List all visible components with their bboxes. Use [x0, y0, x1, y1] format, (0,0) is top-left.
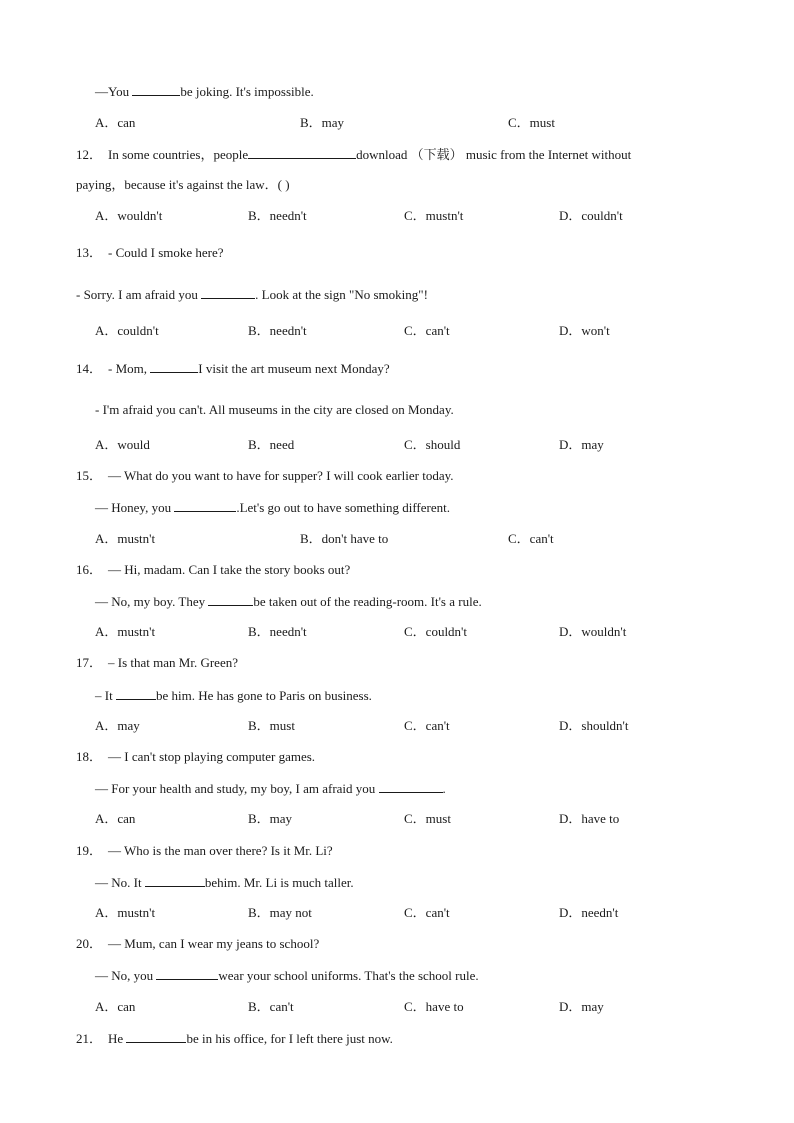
q16-stem-line1: 16． — Hi, madam. Can I take the story books out?	[76, 562, 351, 577]
q17-stem-line1: 17． – Is that man Mr. Green?	[76, 655, 238, 670]
option-c: C．can't	[404, 323, 450, 338]
q15-stem-line1: 15． — What do you want to have for supper? I will cook earlier today.	[76, 468, 454, 483]
option-c: C．have to	[404, 999, 464, 1014]
option-b: B．may not	[248, 905, 312, 920]
option-a: A．couldn't	[95, 323, 159, 338]
option-d: D．may	[559, 999, 604, 1014]
option-b: B．may	[248, 811, 293, 826]
q14-stem-line2: - I'm afraid you can't. All museums in the city are closed on Monday.	[95, 402, 454, 417]
option-a: A．mustn't	[95, 531, 156, 546]
question-number: 14．	[76, 361, 103, 376]
question-number: 16．	[76, 562, 103, 577]
q19-stem-line1: 19． — Who is the man over there? Is it Mr. Li?	[76, 843, 333, 858]
q14-stem-line1: 14． - Mom, I visit the art museum next Monday?	[76, 361, 390, 376]
answer-blank	[156, 966, 218, 980]
option-a: A．can	[95, 811, 136, 826]
option-d: D．needn't	[559, 905, 619, 920]
option-c: C．mustn't	[404, 208, 464, 223]
answer-blank	[201, 285, 255, 299]
option-b: B．must	[248, 718, 295, 733]
option-b: B．can't	[248, 999, 294, 1014]
answer-blank	[248, 145, 356, 159]
question-number: 17．	[76, 655, 103, 670]
option-a: A．would	[95, 437, 150, 452]
option-d: D．shouldn't	[559, 718, 629, 733]
option-a: A．can	[95, 115, 136, 130]
q17-stem-line2: – It be him. He has gone to Paris on business.	[95, 688, 372, 703]
q21-stem-line1: 21． He be in his office, for I left there just now.	[76, 1031, 393, 1046]
option-b: B．needn't	[248, 624, 307, 639]
answer-blank	[132, 82, 180, 96]
answer-blank	[126, 1029, 186, 1043]
answer-blank	[150, 359, 198, 373]
q18-stem-line1: 18． — I can't stop playing computer games.	[76, 749, 316, 764]
option-d: D．have to	[559, 811, 620, 826]
option-b: B．needn't	[248, 208, 307, 223]
q16-stem-line2: — No, my boy. They be taken out of the reading-room. It's a rule.	[95, 594, 482, 609]
option-a: A．mustn't	[95, 905, 156, 920]
q13-stem-line2: - Sorry. I am afraid you . Look at the sign "No smoking"!	[76, 287, 428, 302]
q11-stem: —You be joking. It's impossible.	[95, 84, 314, 99]
answer-blank	[145, 873, 205, 887]
option-b: B．don't have to	[300, 531, 389, 546]
option-c: C．can't	[508, 531, 554, 546]
q15-stem-line2: — Honey, you .Let's go out to have something different.	[95, 500, 450, 515]
option-c: C．must	[508, 115, 555, 130]
option-c: C．can't	[404, 905, 450, 920]
option-d: D．may	[559, 437, 604, 452]
option-a: A．may	[95, 718, 140, 733]
q12-stem-line1: 12． In some countries，people download （下载） music from the Internet without	[76, 147, 632, 162]
q12-stem-line2: paying，because it's against the law．( )	[76, 177, 290, 192]
question-number: 18．	[76, 749, 103, 764]
option-c: C．can't	[404, 718, 450, 733]
q13-stem-line1: 13． - Could I smoke here?	[76, 245, 224, 260]
answer-blank	[208, 592, 253, 606]
q18-stem-line2: — For your health and study, my boy, I am afraid you .	[95, 781, 446, 796]
option-b: B．need	[248, 437, 295, 452]
question-number: 13．	[76, 245, 103, 260]
option-b: B．needn't	[248, 323, 307, 338]
answer-blank	[116, 686, 156, 700]
question-number: 19．	[76, 843, 103, 858]
question-number: 21．	[76, 1031, 103, 1046]
option-c: C．couldn't	[404, 624, 468, 639]
question-number: 12．	[76, 147, 103, 162]
option-a: A．can	[95, 999, 136, 1014]
question-number: 20．	[76, 936, 103, 951]
option-a: A．wouldn't	[95, 208, 163, 223]
question-number: 15．	[76, 468, 103, 483]
option-a: A．mustn't	[95, 624, 156, 639]
option-c: C．should	[404, 437, 461, 452]
option-d: D．wouldn't	[559, 624, 627, 639]
option-d: D．couldn't	[559, 208, 623, 223]
option-c: C．must	[404, 811, 451, 826]
answer-blank	[174, 498, 236, 512]
option-d: D．won't	[559, 323, 610, 338]
answer-blank	[379, 779, 443, 793]
q20-stem-line1: 20． — Mum, can I wear my jeans to school?	[76, 936, 320, 951]
q20-stem-line2: — No, you wear your school uniforms. That's the school rule.	[95, 968, 479, 983]
option-b: B．may	[300, 115, 345, 130]
q19-stem-line2: — No. It behim. Mr. Li is much taller.	[95, 875, 354, 890]
